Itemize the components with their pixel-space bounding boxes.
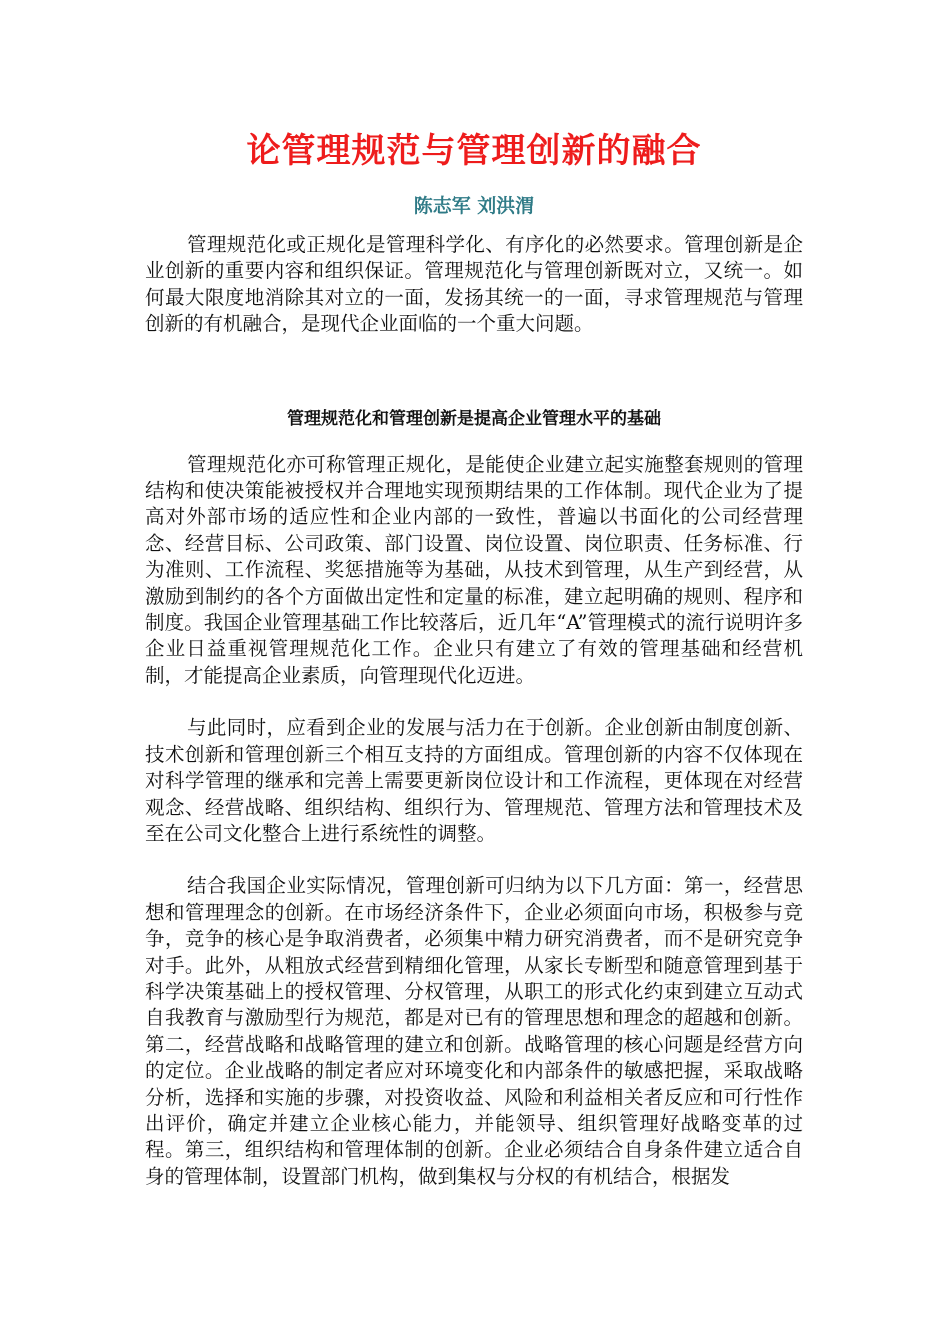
document-title: 论管理规范与管理创新的融合 bbox=[246, 131, 702, 171]
section-heading: 管理规范化和管理创新是提高企业管理水平的基础 bbox=[287, 408, 661, 429]
document-body bbox=[145, 126, 803, 1190]
body-paragraph-3: 结合我国企业实际情况，管理创新可归纳为以下几方面：第一，经营思想和管理理念的创新。在市场经济条件下，企业必须面向市场，积极参与竞争，竞争的核心是争取消费者，必须集中精力研究消费者，而不是研究竞争对手。此外，从粗放式经营到精细化管理，从家长专断型和随意管理到基于科学决策基础上的授权管理、分权管理，从职工的形式化约束到建立互动式自我教育与激励型行为规范，都是对已有的管理思想和理念的超越和创新。第二，经营战略和战略管理的建立和创新。战略管理的核心问题是经营方向的定位。企业战略的制定者应对环境变化和内部条件的敏感把握，采取战略分析，选择和实施的步骤，对投资收益、风险和利益相关者反应和可行性作出评价，确定并建立企业核心能力，并能领导、组织管理好战略变革的过程。第三，组织结构和管理体制的创新。企业必须结合自身条件建立适合自身的管理体制，设置部门机构，做到集权与分权的有机结合，根据发 bbox=[145, 874, 803, 1188]
body-paragraph-1: 管理规范化亦可称管理正规化，是能使企业建立起实施整套规则的管理结构和使决策能被授权并合理地实现预期结果的工作体制。现代企业为了提高对外部市场的适应性和企业内部的一致性，普遍以书面化的公司经营理念、经营目标、公司政策、部门设置、岗位设置、岗位职责、任务标准、行为准则、工作流程、奖惩措施等为基础，从技术到管理，从生产到经营，从激励到制约的各个方面做出定性和定量的标准，建立起明确的规则、程序和制度。我国企业管理基础工作比较落后，近几年“A”管理模式的流行说明许多企业日益重视管理规范化工作。企业只有建立了有效的管理基础和经营机制，才能提高企业素质，向管理现代化迈进。 bbox=[145, 452, 803, 687]
body-paragraph-2: 与此同时，应看到企业的发展与活力在于创新。企业创新由制度创新、技术创新和管理创新三个相互支持的方面组成。管理创新的内容不仅体现在对科学管理的继承和完善上需要更新岗位设计和工作流程，更体现在对经营观念、经营战略、组织结构、组织行为、管理规范、管理方法和管理技术及至在公司文化整合上进行系统性的调整。 bbox=[145, 716, 803, 845]
document-authors: 陈志军 刘洪渭 bbox=[413, 195, 535, 217]
intro-paragraph: 管理规范化或正规化是管理科学化、有序化的必然要求。管理创新是企业创新的重要内容和组织保证。管理规范化与管理创新既对立，又统一。如何最大限度地消除其对立的一面，发扬其统一的一面，寻求管理规范与管理创新的有机融合，是现代企业面临的一个重大问题。 bbox=[145, 233, 803, 336]
